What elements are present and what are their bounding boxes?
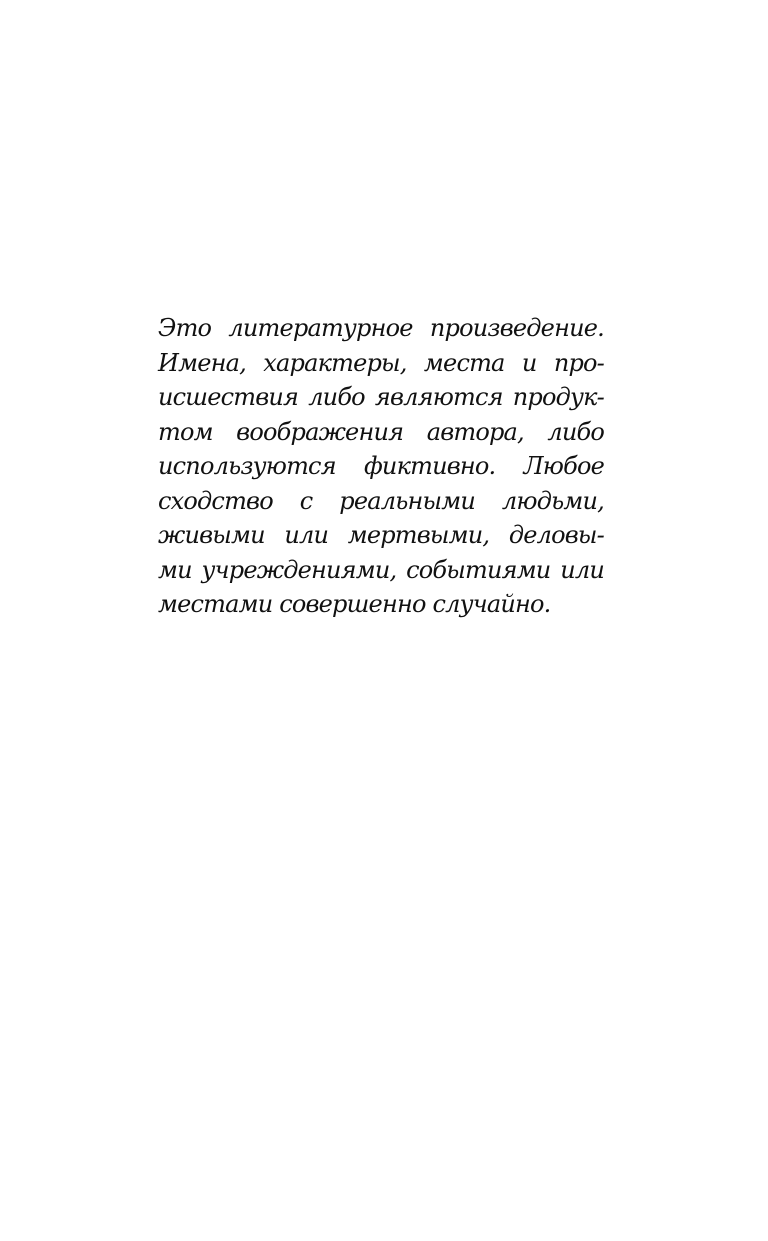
disclaimer-line: живыми или мертвыми, деловы- <box>158 521 604 549</box>
disclaimer-line: используются фиктивно. Любое <box>158 452 604 480</box>
disclaimer-line: сходство с реальными людьми, <box>158 486 604 515</box>
disclaimer-line: Это литературное произведение. <box>158 314 604 342</box>
fiction-disclaimer <box>158 311 604 622</box>
disclaimer-line: Имена, характеры, места и про- <box>158 348 604 377</box>
disclaimer-line: ми учреждениями, событиями или <box>158 555 604 584</box>
disclaimer-line-last: местами совершенно случайно. <box>158 590 551 618</box>
disclaimer-line: исшествия либо являются продук- <box>158 383 604 411</box>
disclaimer-line: том воображения автора, либо <box>158 417 604 446</box>
